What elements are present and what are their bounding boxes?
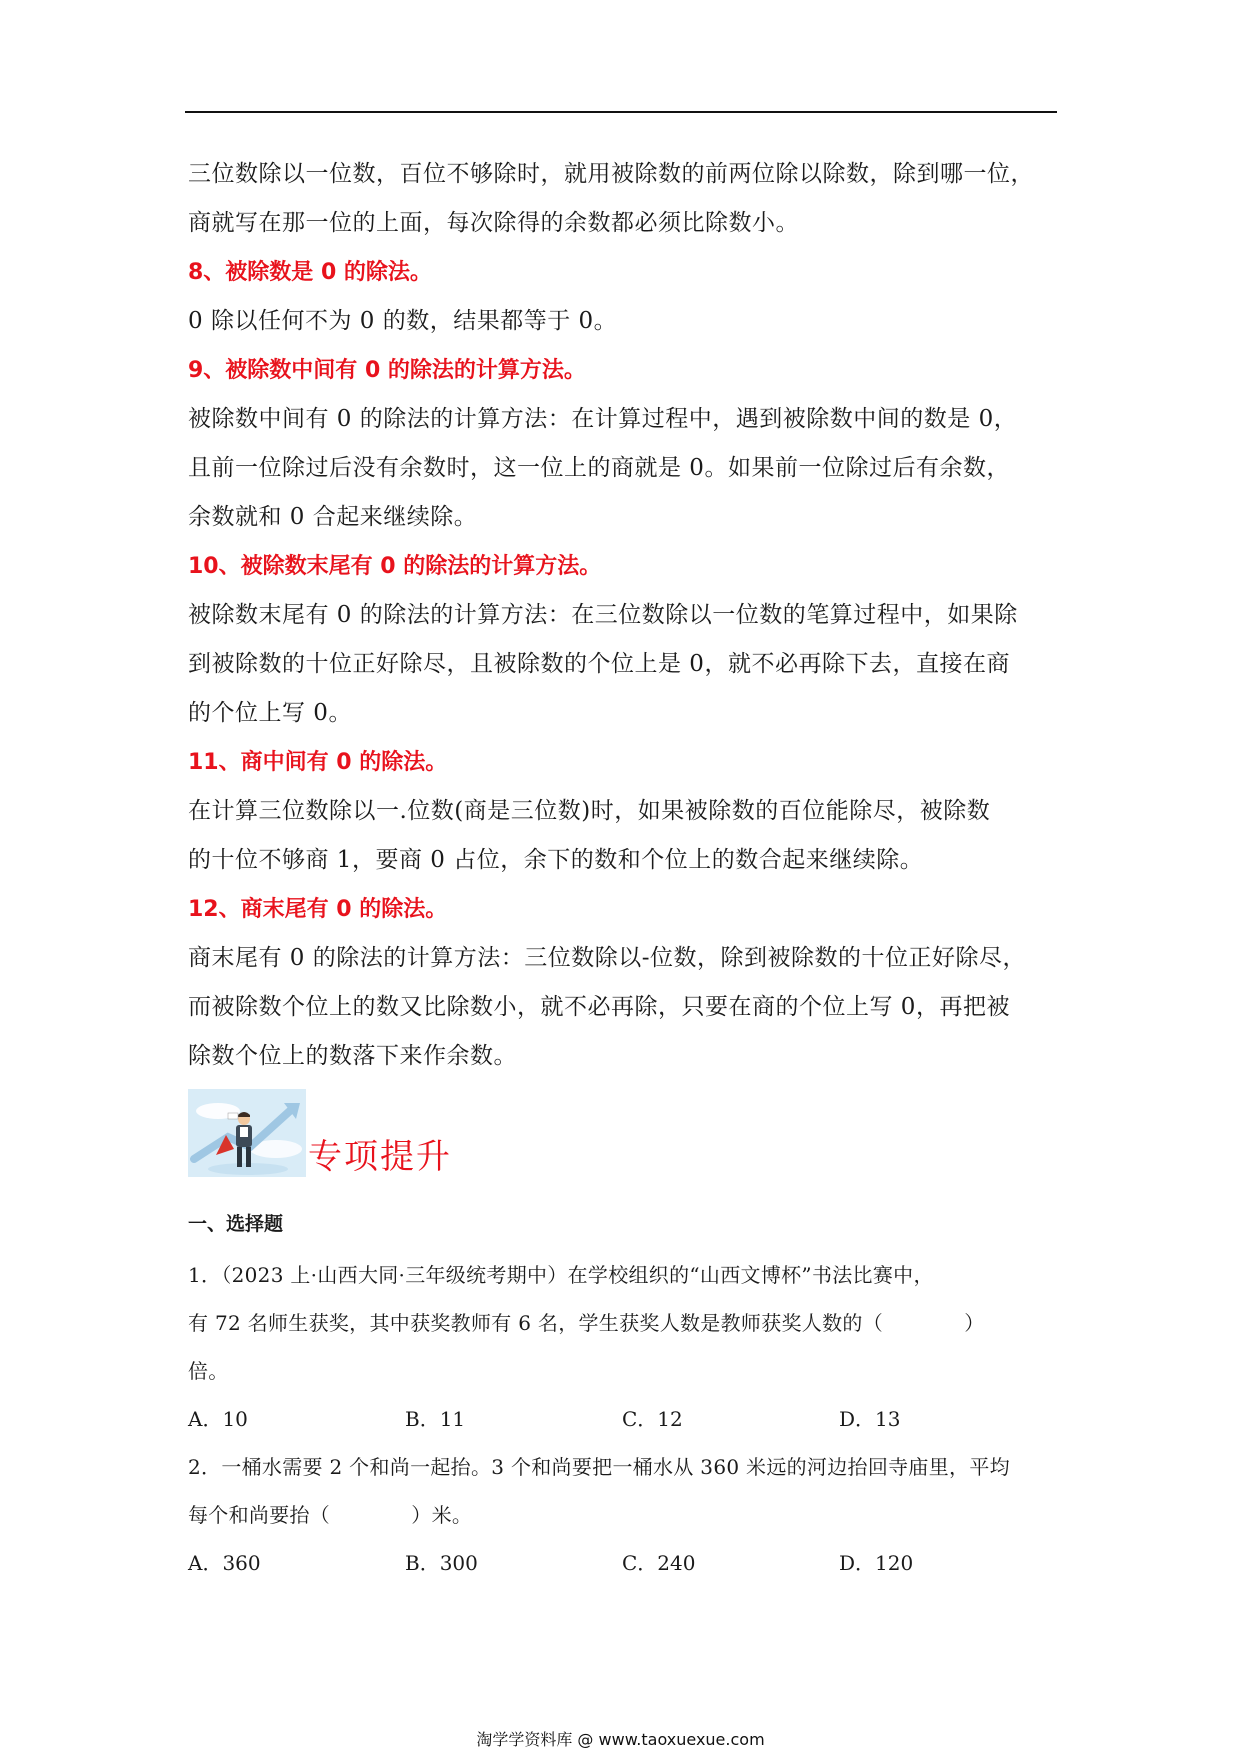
option-c[interactable]: C．240	[622, 1551, 696, 1575]
section-text: 被除数末尾有 0 的除法的计算方法：在三位数除以一位数的笔算过程中，如果除	[188, 602, 1018, 628]
question-text: 倍。	[188, 1359, 229, 1383]
practice-banner	[188, 1089, 1058, 1209]
section-text: 的十位不够商 1，要商 0 占位，余下的数和个位上的数合起来继续除。	[188, 847, 924, 873]
section-heading: 8、被除数是 0 的除法。	[188, 260, 432, 285]
option-d[interactable]: D．120	[839, 1551, 914, 1575]
page-content	[188, 150, 1058, 1587]
section-text: 0 除以任何不为 0 的数，结果都等于 0。	[188, 308, 618, 334]
answer-options	[188, 1395, 1058, 1443]
question-text: 每个和尚要抬（ ）米。	[188, 1503, 473, 1527]
banner-title: 专项提升	[308, 1137, 452, 1177]
question-1	[188, 1251, 1058, 1443]
question-2	[188, 1443, 1058, 1587]
intro-line: 商就写在那一位的上面，每次除得的余数都必须比除数小。	[188, 210, 799, 236]
section-text: 除数个位上的数落下来作余数。	[188, 1043, 517, 1069]
section-text: 余数就和 0 合起来继续除。	[188, 504, 478, 530]
footer-watermark: 淘学学资料库 @ www.taoxuexue.com	[476, 1730, 765, 1749]
option-b[interactable]: B．11	[405, 1407, 466, 1431]
intro-line: 三位数除以一位数，百位不够除时，就用被除数的前两位除以除数，除到哪一位，	[188, 161, 1034, 187]
section-heading: 9、被除数中间有 0 的除法的计算方法。	[188, 358, 586, 383]
businessman-arrow-illustration	[188, 1089, 306, 1177]
section-text: 且前一位除过后没有余数时，这一位上的商就是 0。如果前一位除过后有余数，	[188, 455, 1010, 481]
question-text: 2．一桶水需要 2 个和尚一起抬。3 个和尚要把一桶水从 360 米远的河边抬回寺庙里，平均	[188, 1455, 1010, 1479]
section-text: 商末尾有 0 的除法的计算方法：三位数除以-位数，除到被除数的十位正好除尽，	[188, 945, 1027, 971]
question-text: 有 72 名师生获奖，其中获奖教师有 6 名，学生获奖人数是教师获奖人数的（ ）	[188, 1311, 985, 1335]
option-d[interactable]: D．13	[839, 1407, 901, 1431]
section-text: 在计算三位数除以一.位数(商是三位数)时，如果被除数的百位能除尽，被除数	[188, 798, 991, 824]
option-a[interactable]: A．10	[188, 1407, 248, 1431]
section-heading: 11、商中间有 0 的除法。	[188, 750, 448, 775]
question-text: 1．（2023 上·山西大同·三年级统考期中）在学校组织的“山西文博杯”书法比赛中，	[188, 1263, 934, 1287]
option-c[interactable]: C．12	[622, 1407, 683, 1431]
section-heading: 10、被除数末尾有 0 的除法的计算方法。	[188, 554, 602, 579]
exercise-section-title: 一、选择题	[188, 1213, 284, 1235]
option-a[interactable]: A．360	[188, 1551, 261, 1575]
section-text: 到被除数的十位正好除尽，且被除数的个位上是 0，就不必再除下去，直接在商	[188, 651, 1010, 677]
header-rule	[185, 111, 1057, 113]
section-text: 而被除数个位上的数又比除数小，就不必再除，只要在商的个位上写 0，再把被	[188, 994, 1010, 1020]
section-heading: 12、商末尾有 0 的除法。	[188, 897, 448, 922]
answer-options	[188, 1539, 1058, 1587]
section-text: 被除数中间有 0 的除法的计算方法：在计算过程中，遇到被除数中间的数是 0，	[188, 406, 1018, 432]
option-b[interactable]: B．300	[405, 1551, 478, 1575]
section-text: 的个位上写 0。	[188, 700, 352, 726]
